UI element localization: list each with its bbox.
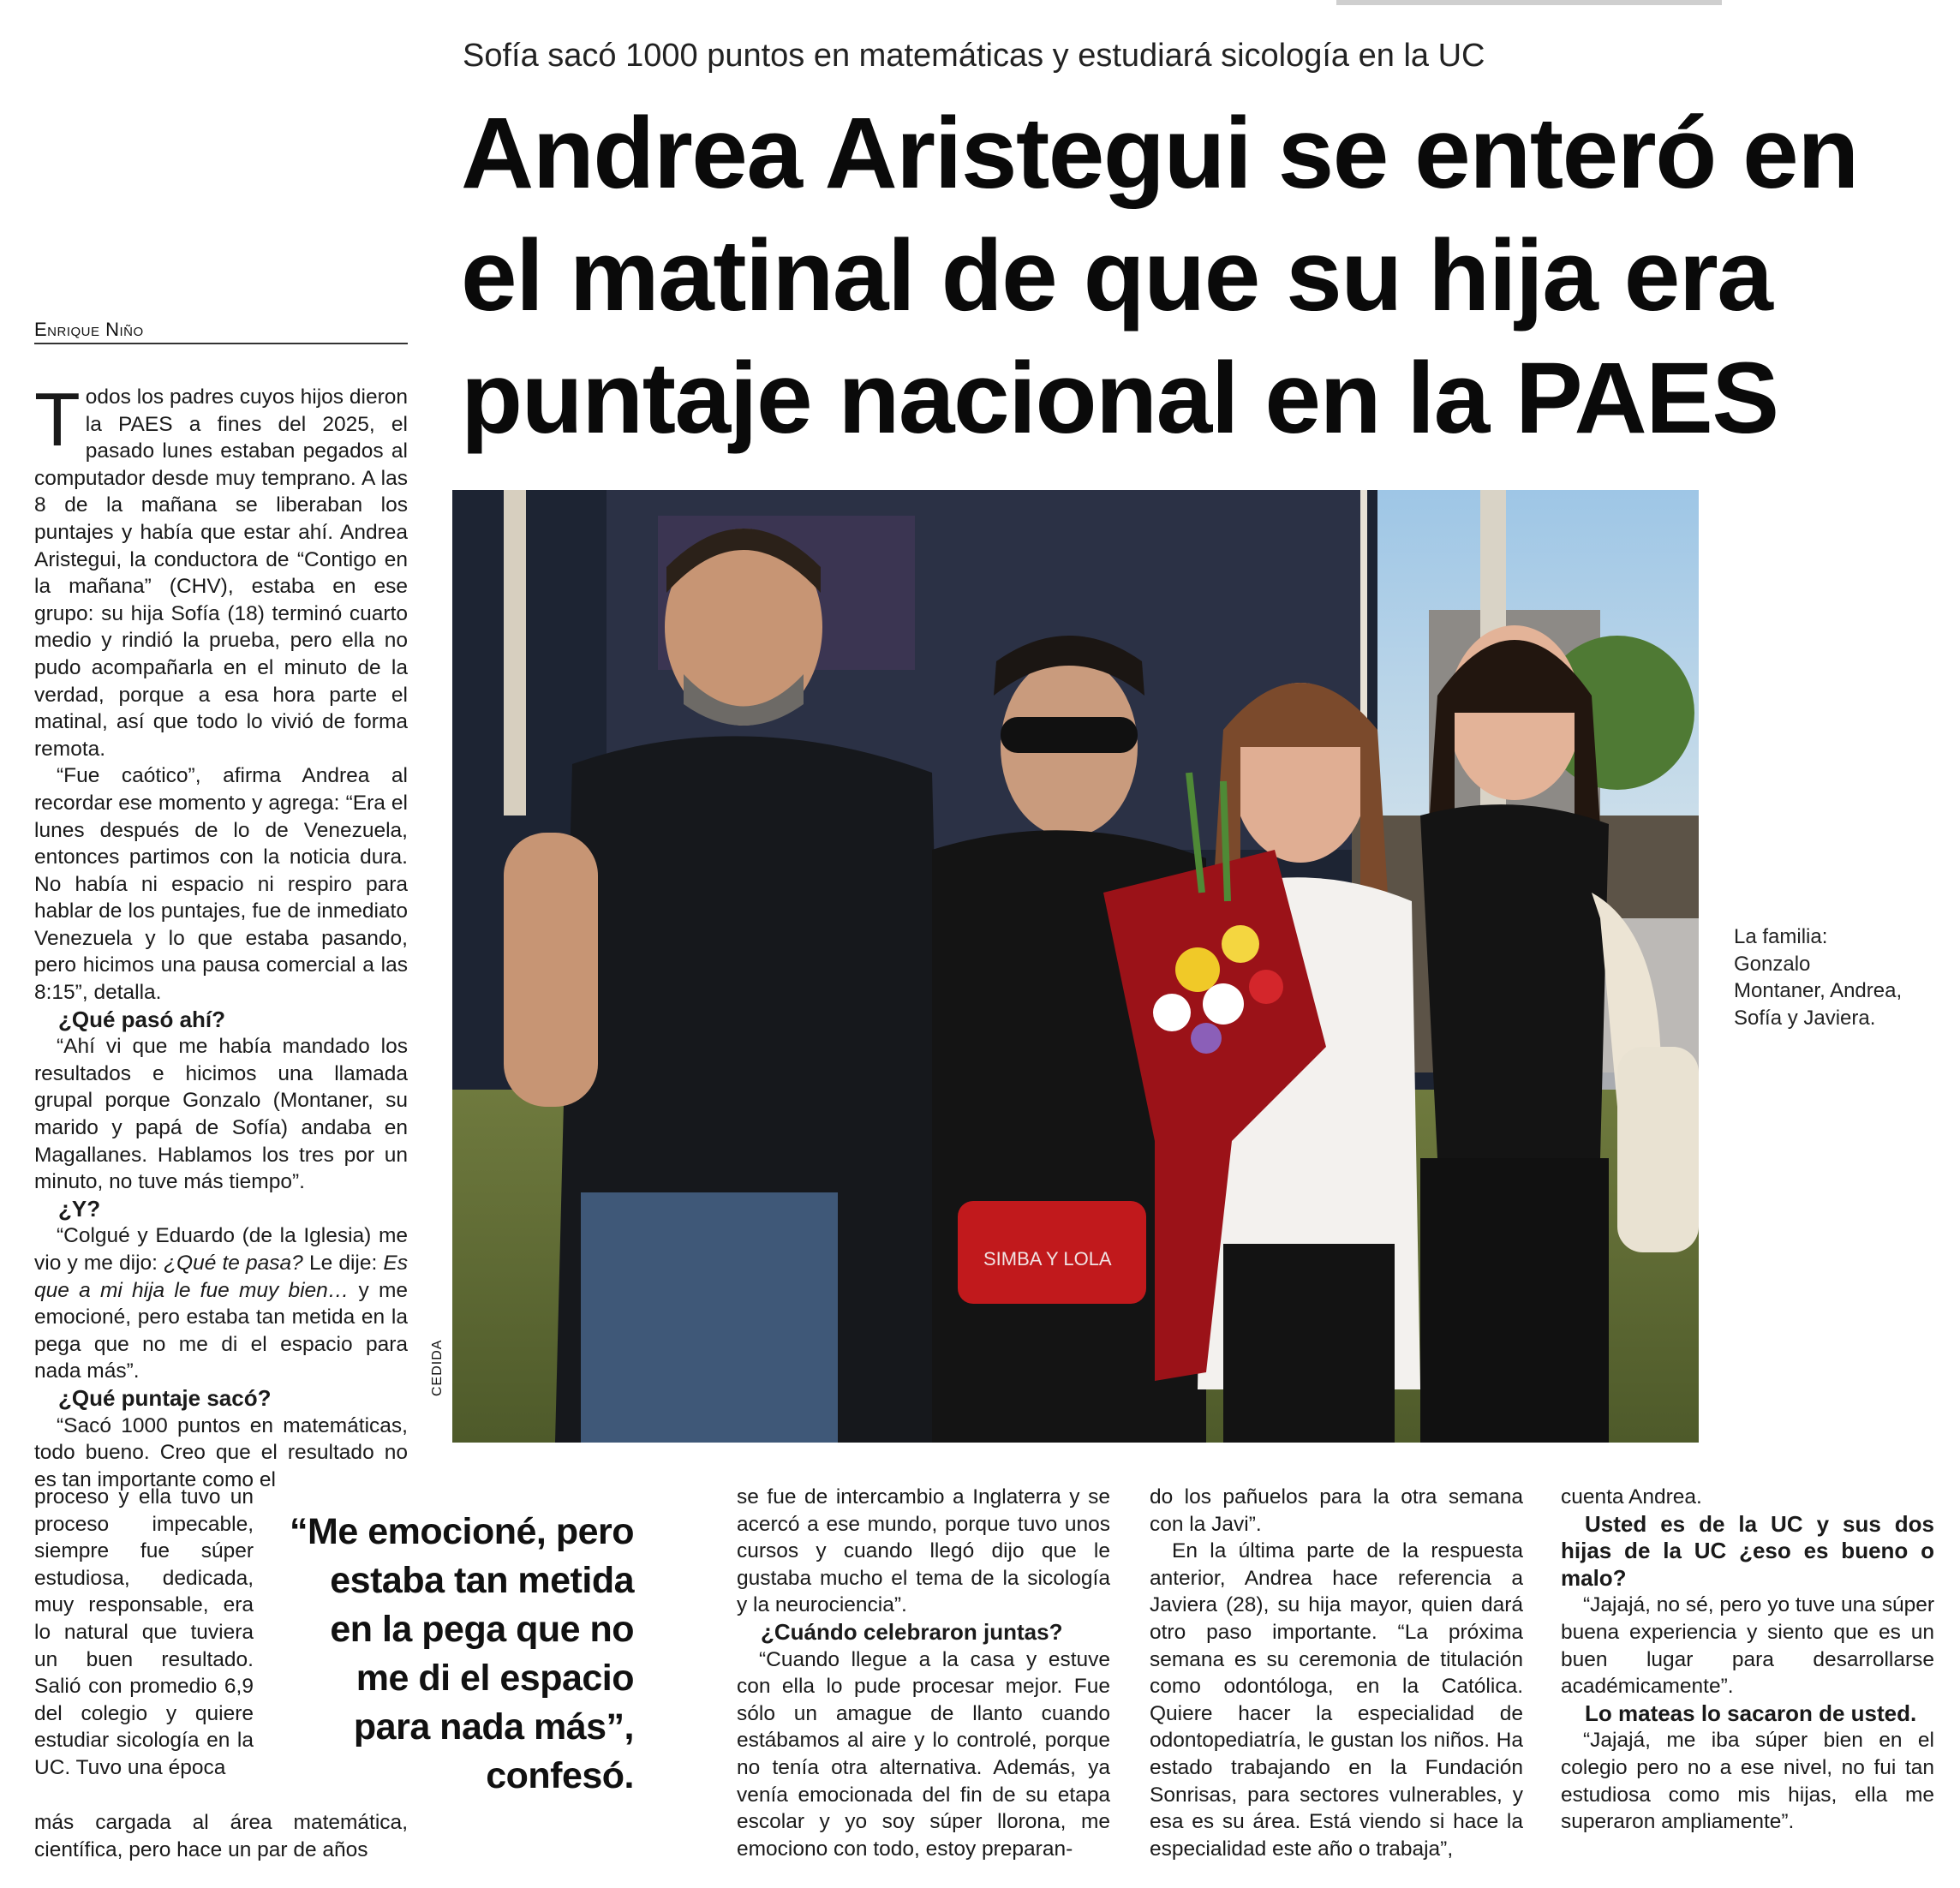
paragraph-7: “Cuando llegue a la casa y estuve con ella lo pude procesar mejor. Fue sólo un amague de llanto cuando estábamos al aire y lo controlé, porque no tenía otra alternativa. Además, ya venía emocionada del fin de su etapa escolar y yo soy súper llorona, me emociono con todo, estoy preparan- <box>737 1647 1110 1861</box>
kicker: Sofía sacó 1000 puntos en matemáticas y estudiará sicología en la UC <box>463 38 1485 74</box>
paragraph-6: se fue de intercambio a Inglaterra y se acercó a ese mundo, porque tuvo unos cursos y cuando llegó dijo que le gustaba mucho el tema de la sicología y la neurociencia”. <box>737 1485 1110 1617</box>
bag-text: SIMBA Y LOLA <box>983 1248 1112 1270</box>
article-column-1 <box>34 377 408 1493</box>
paragraph-4-italic-1: ¿Qué te pasa? <box>164 1252 303 1275</box>
paragraph-4-italic-2: Es que a mi hija le fue muy bien… <box>34 1252 408 1302</box>
paragraph-12: “Jajajá, me iba súper bien en el colegio pero no a ese nivel, no fui tan estudiosa como mis hijas, ella me superaron ampliamente”. <box>1561 1729 1934 1834</box>
paragraph-5-c: más cargada al área matemática, científica, pero hace un par de años <box>34 1811 408 1861</box>
article-column-1-narrow <box>34 1484 254 1782</box>
photo-caption: La familia: Gonzalo Montaner, Andrea, Sofía y Javiera. <box>1734 925 1903 1030</box>
headline-line-3: puntaje nacional en la PAES <box>461 342 1778 455</box>
paragraph-1: odos los padres cuyos hijos dieron la PAES a fines del 2025, el pasado lunes estaban pegados al computador desde muy temprano. A las 8 de la mañana se liberaban los puntajes y había que estar ahí. Andrea Aristegui, la conductora de “Contigo en la mañana” (CHV), estaba en ese grupo: su hija Sofía (18) terminó cuarto medio y rindió la prueba, pero ella no pudo acompañarla en el minuto de la verdad, porque a esa hora parte el matinal, así que todo lo vivió de forma remota. <box>34 385 408 761</box>
paragraph-8: do los pañuelos para la otra semana con la Javi”. <box>1150 1485 1523 1536</box>
article-column-1-end <box>34 1809 408 1863</box>
paragraph-3: “Ahí vi que me había mandado los resultados e hicimos una llamada grupal porque Gonzalo (Montaner, su marido y papá de Sofía) andaba en Magallanes. Hablamos los tres por un minuto, no tuve más tiempo”. <box>34 1035 408 1194</box>
byline-author: Enrique Niño <box>34 319 144 340</box>
question-3: ¿Qué puntaje sacó? <box>58 1384 272 1411</box>
pull-quote: “Me emocioné, pero estaba tan metida en la pega que no me di el espacio para nada más”, confesó. <box>290 1511 634 1796</box>
question-1: ¿Qué pasó ahí? <box>58 1006 226 1032</box>
paragraph-10: cuenta Andrea. <box>1561 1485 1702 1509</box>
article-column-4 <box>1561 1484 1934 1836</box>
paragraph-11: “Jajajá, no sé, pero yo tuve una súper buena experiencia y siento que es un buen lugar para desarrollarse académicamente”. <box>1561 1593 1934 1699</box>
family-photo-illustration <box>452 490 1699 1443</box>
byline <box>34 319 408 344</box>
article-column-3 <box>1150 1484 1523 1862</box>
paragraph-9: En la última parte de la respuesta anterior, Andrea hace referencia a Javiera (28), su hija mayor, quien dará otro paso importante. “La próxima semana es su ceremonia de titulación como odontóloga, en la Católica. Quiere hacer la especialidad de odontopediatría, le gustan los niños. Ha estado trabajando en la Fundación Sonrisas, para sectores vulnerables, y esa es su área. Está viendo si hace la especialidad este año o trabaja”, <box>1150 1539 1523 1861</box>
question-4: ¿Cuándo celebraron juntas? <box>761 1618 1063 1645</box>
family-photo <box>452 490 1699 1443</box>
paragraph-4 <box>34 1222 408 1385</box>
headline-line-2: el matinal de que su hija era <box>461 219 1772 332</box>
question-6: Lo mateas lo sacaron de usted. <box>1585 1700 1917 1726</box>
top-rule <box>1336 0 1722 5</box>
photo-credit: CEDIDA <box>430 1339 445 1396</box>
paragraph-4-c: y me emocioné, pero estaba tan metida en la pega que no me di el espacio para nada más”. <box>34 1278 408 1383</box>
paragraph-5-b: proceso y ella tuvo un proceso impecable, siempre fue súper estudiosa, dedicada, muy responsable, era lo natural que tuviera un buen resultado. Salió con promedio 6,9 del colegio y quiere estudiar sicología en la UC. Tuvo una época <box>34 1485 254 1779</box>
headline <box>461 93 1934 460</box>
paragraph-4-a: “Colgué y Eduardo (de la Iglesia) me vio y me dijo: <box>34 1224 408 1275</box>
paragraph-5-a: “Sacó 1000 puntos en matemáticas, todo bueno. Creo que el resultado no es tan importante como el <box>34 1413 408 1491</box>
dropcap: T <box>34 377 81 462</box>
question-5: Usted es de la UC y sus dos hijas de la UC ¿eso es bueno o malo? <box>1561 1510 1934 1591</box>
question-2: ¿Y? <box>58 1195 101 1222</box>
paragraph-4-b: Le dije: <box>302 1252 384 1275</box>
article-column-2 <box>737 1484 1110 1862</box>
paragraph-2: “Fue caótico”, afirma Andrea al recordar ese momento y agrega: “Era el lunes después de lo de Venezuela, entonces partimos con la noticia dura. No había ni espacio ni respiro para hablar de los puntajes, fue de inmediato Venezuela y lo que estaba pasando, pero hicimos una pausa comercial a las 8:15”, detalla. <box>34 764 408 1005</box>
headline-line-1: Andrea Aristegui se enteró en <box>461 97 1858 210</box>
